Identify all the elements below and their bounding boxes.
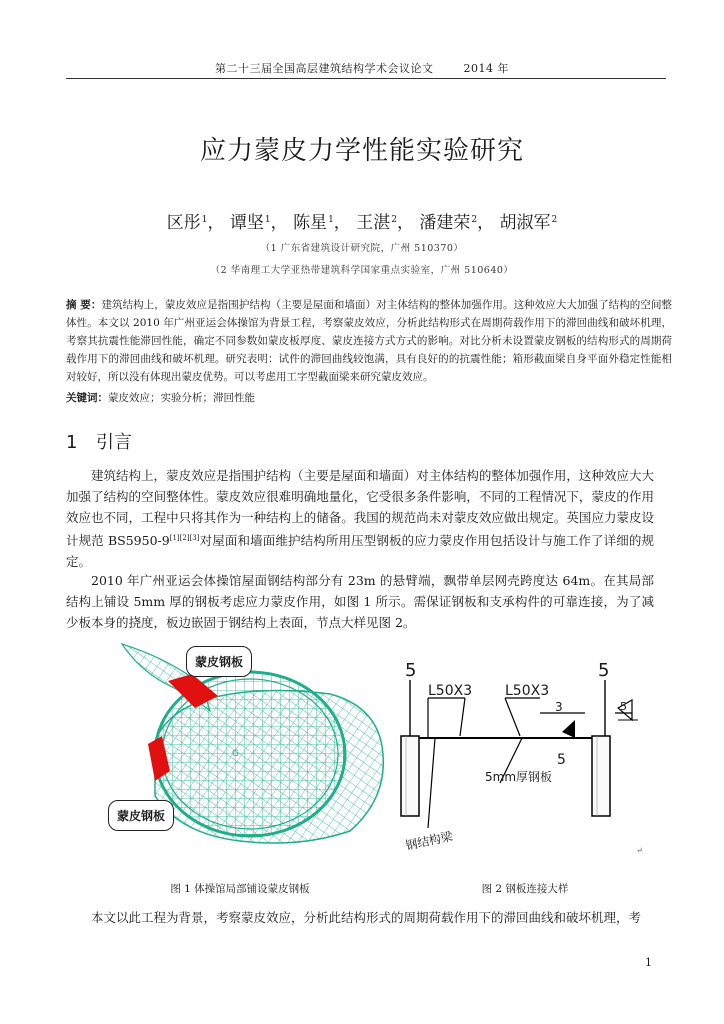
callout-top: 蒙皮钢板 <box>186 646 252 677</box>
running-title: 第二十三届全国高层建筑结构学术会议论文 <box>215 62 434 75</box>
angle-label-left: L50X3 <box>428 683 473 699</box>
author: 区彤$^1$ <box>166 213 208 233</box>
intro-paragraph-1: 建筑结构上，蒙皮效应是指围护结构（主要是屋面和墙面）对主体结构的整体加强作用，这种效应大大加强了结构的空间整体性。蒙皮效应很难明确地量化，它受很多条件影响，不同的工程情况下，蒙皮的作用效应也不同，工程中只将其作为一种结构上的储备。我国的规范尚未对蒙皮效应做出规定。英国应力蒙皮设计规范 BS5950-9[1][2][3]对屋面和墙面维护结构所用压型钢板的应力蒙皮作用包括设计与施工作了详细的规定。 <box>66 468 654 569</box>
support-right <box>592 736 610 816</box>
paper-title: 应力蒙皮力学性能实验研究 <box>199 136 524 166</box>
intro-paragraph-3: 本文以此工程为背景，考察蒙皮效应，分析此结构形式的周期荷载作用下的滞回曲线和破坏机理，考 <box>91 910 642 925</box>
weld-size-right: 5 <box>598 660 610 681</box>
keywords-label: 关键词： <box>66 392 108 404</box>
author: 谭坚$^1$ <box>229 213 271 233</box>
weld-size-mid: 3 <box>555 700 563 714</box>
author-list: 区彤$^1$， 谭坚$^1$， 陈星$^1$， 王湛$^2$， 潘建荣$^2$， 胡淑军$^2$ <box>166 213 558 233</box>
author: 潘建荣$^2$ <box>419 213 478 233</box>
page-number: 1 <box>645 956 652 969</box>
keywords <box>66 390 672 405</box>
weld-flag-mid <box>562 720 575 738</box>
weld-size-small-mid: 5 <box>557 752 566 768</box>
svg-text:G: G <box>232 749 239 759</box>
weld-size-left: 5 <box>405 660 417 681</box>
angle-label-right: L50X3 <box>505 683 550 699</box>
callout-bottom: 蒙皮钢板 <box>108 800 174 831</box>
section-number: 1 <box>66 432 78 453</box>
corner-mark: ↵ <box>636 846 643 855</box>
author: 胡淑军$^2$ <box>499 213 558 233</box>
citation: [1][2][3] <box>169 534 200 542</box>
intro-paragraph-2: 2010 年广州亚运会体操馆屋面钢结构部分有 23m 的悬臂端，飘带单层网壳跨度达 64m。在其局部结构上铺设 5mm 厚的钢板考虑应力蒙皮作用，如图 1 所示。需保证钢板和支承构件的可靠连接，为了减少板本身的挠度，板边嵌固于钢结构上表面，节点大样见图 2。 <box>66 573 654 630</box>
keywords-text: 蒙皮效应；实验分析；滞回性能 <box>108 392 255 404</box>
affiliation-1: （1 广东省建筑设计研究院，广州 510370） <box>260 243 464 254</box>
header-year: 2014 年 <box>463 62 509 75</box>
section-title: 引言 <box>96 432 132 453</box>
running-header <box>0 60 724 76</box>
plate-thickness-label: 5mm厚钢板 <box>485 770 553 784</box>
abstract-label: 摘 要： <box>66 299 102 311</box>
support-left <box>401 736 419 816</box>
author: 王湛$^2$ <box>356 213 397 233</box>
figure-2-caption: 图 2 钢板连接大样 <box>481 883 569 895</box>
author: 陈星$^1$ <box>293 213 334 233</box>
header-rule <box>66 78 666 79</box>
section-heading <box>66 428 132 454</box>
section-label: 钢结构梁 <box>404 829 455 853</box>
abstract <box>66 296 672 386</box>
affiliation-2: （2 华南理工大学亚热带建筑科学国家重点实验室，广州 510640） <box>210 265 514 276</box>
weld-size-small-right: 5 <box>620 700 627 713</box>
abstract-text: 建筑结构上，蒙皮效应是指围护结构（主要是屋面和墙面）对主体结构的整体加强作用。这种效应大大加强了结构的空间整体性。本文以 2010 年广州亚运会体操馆为背景工程，考察蒙皮效应，分析此结构形式在周期荷载作用下的滞回曲线和破坏机理，考察其抗震性能滞回性能，确定不同参数如蒙皮板厚度、蒙皮连接方式方式的影响。对比分析未设置蒙皮钢板的结构形式的周期荷载作用下的滞回曲线和破坏机理。研究表明：试件的滞回曲线较饱满，具有良好的的抗震性能；箱形截面梁自身平面外稳定性能相对较好，所以没有体现出蒙皮优势。可以考虑用工字型截面梁来研究蒙皮效应。 <box>66 299 673 383</box>
figure-1-caption: 图 1 体操馆局部铺设蒙皮钢板 <box>170 883 310 895</box>
